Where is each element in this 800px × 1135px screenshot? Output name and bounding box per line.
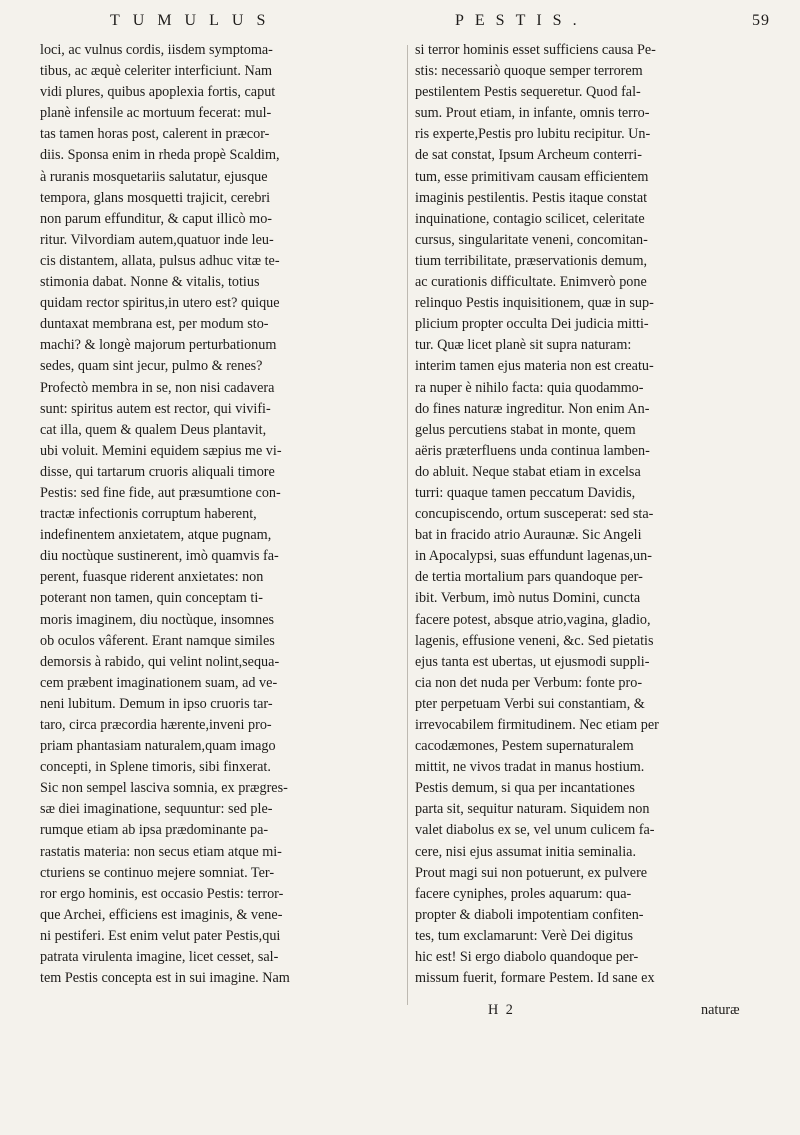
text-line: sunt: spiritus autem est rector, qui vivifi- [40, 400, 271, 417]
text-line: ejus tanta est ubertas, ut ejusmodi suppli- [415, 653, 650, 670]
text-line: demorsis à rabido, qui velint nolint,sequa- [40, 653, 280, 670]
text-line: duntaxat membrana est, per modum sto- [40, 316, 269, 333]
text-line: propter & diaboli impotentiam confiten- [415, 906, 644, 923]
text-line: tractæ infectionis corruptum haberent, [40, 506, 257, 523]
text-line: ris experte,Pestis pro lubitu recipitur. Un- [415, 126, 651, 143]
text-line: stis: necessariò quoque semper terrorem [415, 63, 643, 80]
text-line: parta sit, sequitur naturam. Siquidem non [415, 801, 650, 818]
text-line: Sic non sempel lasciva somnia, ex prægres- [40, 780, 288, 797]
text-line: facere cyniphes, proles aquarum: qua- [415, 885, 632, 902]
text-line: rastatis materia: non secus etiam atque mi- [40, 843, 282, 860]
text-line: diu noctùque sustinerent, imò quamvis fa- [40, 548, 279, 565]
text-line: Pestis: sed fine fide, aut præsumtione con- [40, 484, 281, 501]
text-line: Prout magi sui non potuerunt, ex pulvere [415, 864, 648, 881]
text-line: diis. Sponsa enim in rheda propè Scaldim, [40, 147, 280, 164]
text-line: ritur. Vilvordiam autem,quatuor inde leu- [40, 231, 274, 248]
text-line: cursus, singularitate veneni, concomitan- [415, 231, 648, 248]
text-line: loci, ac vulnus cordis, iisdem symptoma- [40, 42, 273, 58]
text-line: ni pestiferi. Est enim velut pater Pestis,qui [40, 927, 281, 944]
text-line: disse, qui tartarum cruoris aliquali timore [40, 463, 275, 480]
catchword: naturæ [701, 1002, 740, 1018]
text-line: concupiscendo, ortum susceperat: sed sta- [415, 506, 654, 523]
text-line: plicium propter occulta Dei judicia mitti- [415, 316, 649, 333]
text-line: cem præbent imaginationem suam, ad ve- [40, 674, 278, 691]
text-line: ibit. Verbum, imò nutus Domini, cuncta [415, 590, 641, 607]
text-line: si terror hominis esset sufficiens causa Pe- [415, 42, 656, 58]
text-line: tium terribilitate, præservationis demum, [415, 252, 648, 269]
text-line: pestilentem Pestis sequeretur. Quod fal- [415, 84, 641, 101]
text-line: tur. Quæ licet planè sit supra naturam: [415, 337, 632, 354]
text-line: stimonia dabat. Nonne & vitalis, totius [40, 274, 260, 291]
text-line: pter perpetuam Verbi sui constantiam, & [415, 695, 645, 712]
text-line: non parum effunditur, & caput illicò mo- [40, 210, 273, 227]
text-line: neni lubitum. Demum in ipso cruoris tar- [40, 695, 273, 712]
text-line: Profectò membra in se, non nisi cadavera [40, 379, 275, 396]
text-line: ob oculos vâferent. Erant namque similes [40, 632, 275, 649]
text-line: sedes, quam sint jecur, pulmo & renes? [40, 358, 263, 375]
page-number: 59 [752, 12, 770, 29]
text-line: imaginis pestilentis. Pestis itaque constat [415, 189, 648, 206]
text-line: ror ergo hominis, est occasio Pestis: terror- [40, 885, 284, 902]
running-head [40, 12, 780, 42]
text-line: cia non det nuda per Verbum: fonte pro- [415, 674, 643, 691]
text-line: patrata virulenta imagine, licet cesset, sal- [40, 949, 279, 966]
text-line: rumque etiam ab ipsa prædominante pa- [40, 822, 269, 839]
text-line: missum fuerit, formare Pestem. Id sane ex [415, 970, 655, 987]
column-divider [407, 45, 408, 1005]
text-line: valet diabolus ex se, vel unum culicem fa- [415, 822, 655, 839]
text-line: indefinentem anxietatem, atque pugnam, [40, 527, 272, 544]
text-line: in Apocalypsi, suas effundunt lagenas,un- [415, 548, 652, 565]
running-head-left: TUMULUS [110, 12, 279, 29]
text-line: relinquo Pestis inquisitionem, quæ in sup- [415, 295, 654, 312]
text-line: sæ diei imaginatione, sequuntur: sed ple- [40, 801, 273, 818]
text-line: gelus percutiens stabat in monte, quem [415, 421, 636, 438]
left-text-column [40, 40, 400, 989]
text-line: tum, esse primitivam causam efficientem [415, 168, 649, 185]
text-line: priam phantasiam naturalem,quam imago [40, 738, 276, 755]
text-line: quidam rector spiritus,in utero est? quique [40, 295, 280, 312]
text-line: cat illa, quem & qualem Deus plantavit, [40, 421, 267, 438]
text-line: hic est! Si ergo diabolo quandoque per- [415, 949, 639, 966]
text-line: interim tamen ejus materia non est creatu- [415, 358, 654, 375]
text-line: aëris præterfluens unda continua lamben- [415, 442, 650, 459]
text-line: de sat constat, Ipsum Archeum conterri- [415, 147, 642, 164]
text-line: do abluit. Neque stabat etiam in excelsa [415, 463, 641, 480]
text-line: cturiens se continuo mejere somniat. Ter- [40, 864, 275, 881]
text-line: inquinatione, contagio scilicet, celeritate [415, 210, 645, 227]
text-line: tibus, ac æquè celeriter interficiunt. Nam [40, 63, 273, 80]
running-head-right: PESTIS. [455, 12, 588, 29]
text-line: irrevocabilem firmitudinem. Nec etiam per [415, 717, 659, 733]
text-line: ra nuper è nihilo facta: quia quodammo- [415, 379, 644, 396]
text-line: taro, circa præcordia hærente,inveni pro- [40, 717, 272, 733]
text-line: facere potest, absque atrio,vagina, gladio, [415, 611, 651, 628]
text-line: tes, tum exclamarunt: Verè Dei digitus [415, 927, 634, 944]
text-line: sum. Prout etiam, in infante, omnis terro- [415, 105, 650, 122]
text-line: Pestis demum, si qua per incantationes [415, 780, 635, 797]
text-line: do fines naturæ ingreditur. Non enim An- [415, 400, 650, 417]
text-line: cis distantem, allata, pulsus adhuc vitæ te- [40, 252, 280, 269]
text-line: que Archei, efficiens est imaginis, & vene- [40, 906, 283, 923]
text-line: vidi plures, quibus apoplexia fortis, caput [40, 84, 276, 101]
text-line: tempora, glans mosquetti trajicit, cerebri [40, 189, 271, 206]
signature-mark: H 2 [488, 1002, 515, 1018]
text-line: planè infensile ac mortuum fecerat: mul- [40, 105, 272, 122]
text-line: concepti, in Splene timoris, sibi finxerat. [40, 759, 271, 776]
text-line: cere, nisi ejus assumat initia seminalia. [415, 843, 637, 860]
text-line: lagenis, effusione veneni, &c. Sed pietatis [415, 632, 654, 649]
text-line: cacodæmones, Pestem supernaturalem [415, 738, 634, 755]
text-line: mittit, ne vivos tradat in manus hostium. [415, 759, 645, 776]
text-line: ubi voluit. Memini equidem sæpius me vi- [40, 442, 282, 459]
text-line: turri: quaque tamen peccatum Davidis, [415, 484, 636, 501]
text-line: à ruranis mosquetariis salutatur, ejusque [40, 168, 268, 185]
text-line: de tertia mortalium pars quandoque per- [415, 569, 643, 586]
text-line: ac curationis difficultate. Enimverò pone [415, 274, 647, 291]
text-line: perent, fuasque riderent anxietates: non [40, 569, 264, 586]
text-line: moris imaginem, diu noctùque, insomnes [40, 611, 275, 628]
page-footer [415, 1002, 787, 1024]
text-line: machi? & longè majorum perturbationum [40, 337, 277, 354]
text-line: tem Pestis concepta est in sui imagine. Nam [40, 970, 290, 987]
text-line: poterant non tamen, quin conceptam ti- [40, 590, 263, 607]
text-line: tas tamen horas post, calerent in præcor- [40, 126, 270, 143]
text-line: bat in fracido atrio Auraunæ. Sic Angeli [415, 527, 642, 544]
right-text-column [415, 40, 787, 989]
